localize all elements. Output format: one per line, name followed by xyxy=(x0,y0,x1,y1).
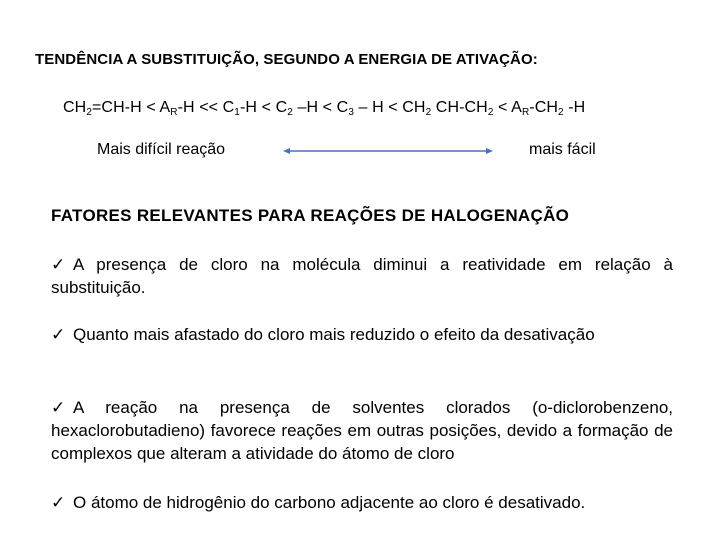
section-heading: FATORES RELEVANTES PARA REAÇÕES DE HALOGENAÇÃO xyxy=(51,206,570,225)
checkmark-icon: ✓ xyxy=(51,398,66,417)
double-arrow-icon xyxy=(283,144,493,158)
slide-title: TENDÊNCIA A SUBSTITUIÇÃO, SEGUNDO A ENERGIA DE ATIVAÇÃO: xyxy=(35,51,538,68)
bullet-item: ✓ A presença de cloro na molécula diminui a reatividade em relação à substituição. xyxy=(51,255,673,297)
scale-label-hard: Mais difícil reação xyxy=(97,141,226,158)
checkmark-icon: ✓ xyxy=(51,493,66,512)
reactivity-order-formula: $CH_2=CH-H < A_R-H << C_1-H < C_2$ $-H < C_3 - H < CH_2$ $CH-CH_2 < A_R-CH_2$ -H xyxy=(63,99,586,118)
checkmark-icon: ✓ xyxy=(51,255,66,274)
scale-label-easy: mais fácil xyxy=(529,141,596,158)
checkmark-icon: ✓ xyxy=(51,325,66,344)
bullet-item: ✓ O átomo de hidrogênio do carbono adjacente ao cloro é desativado. xyxy=(51,493,586,512)
bullet-item: ✓ Quanto mais afastado do cloro mais reduzido o efeito da desativação xyxy=(51,325,595,344)
bullet-item: ✓ A reação na presença de solventes clorados (o-diclorobenzeno, hexaclorobutadieno) favorece reações em outras posições, devido a formação de complexos que alteram a atividade do átomo de cloro xyxy=(51,398,673,463)
